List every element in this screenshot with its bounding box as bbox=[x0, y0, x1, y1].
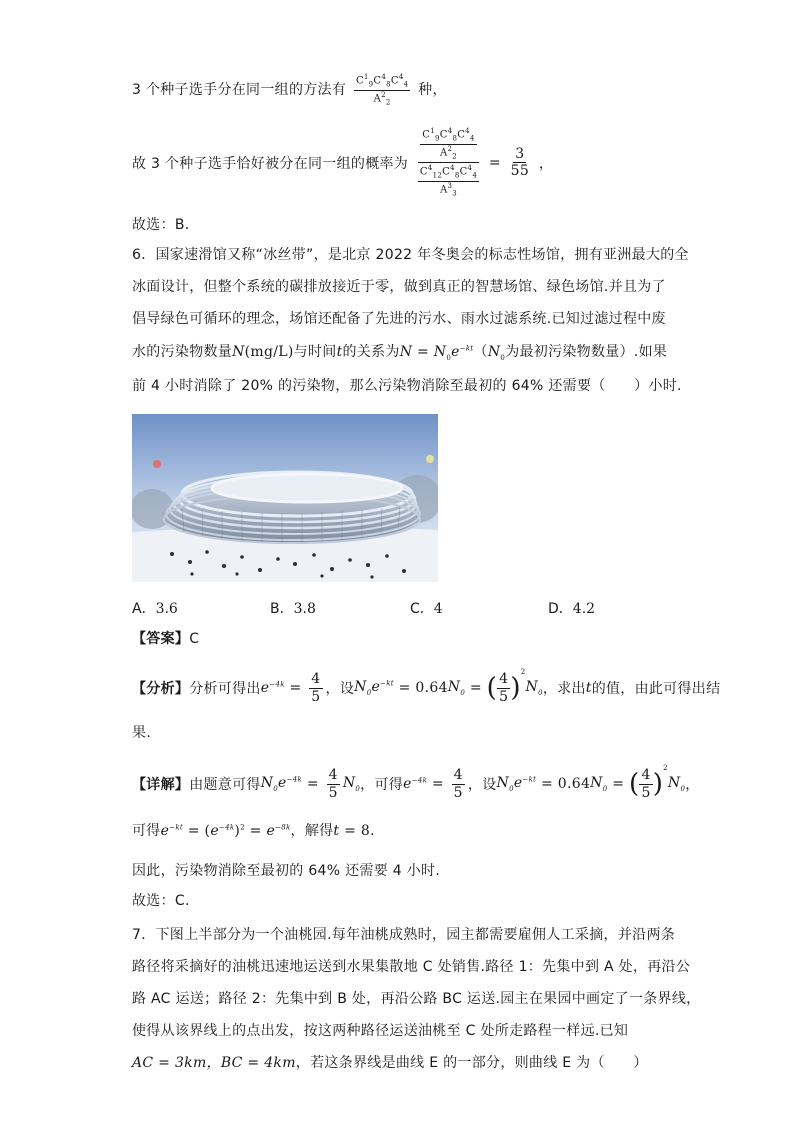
solution-line-3: 故选：B． bbox=[132, 217, 200, 233]
result-fraction: $\frac{3}{55}$ bbox=[510, 145, 530, 180]
option-d[interactable]: D．4.2 bbox=[548, 601, 596, 617]
stadium-photo bbox=[132, 414, 438, 582]
text: 3 个种子选手分在同一组的方法有 bbox=[132, 82, 347, 99]
q6-line-1: 6．国家速滑馆又称“冰丝带”，是北京 2022 年冬奥会的标志性场馆，拥有亚洲最大的全 bbox=[132, 247, 689, 263]
q7-line-3: 路 AC 运送；路径 2：先集中到 B 处，再沿公路 BC 运送.园主在果园中画定了一条界线， bbox=[132, 991, 701, 1007]
detail-line-2: 可得$e^{-kt} = (e^{-4k})^2 = e^{-8k}$，解得t = 8. bbox=[132, 823, 375, 839]
option-a[interactable]: A．3.6 bbox=[132, 601, 178, 617]
analysis-line: 【分析】分析可得出$e^{-4k}$ = $\frac{4}{5}$ ，设$N_0e^{-kt} = 0.64N_0$ = ( $\frac{4}{5}$ )$^2N_0$，求出t的值，由此可得出结 bbox=[132, 668, 721, 705]
detail-line-3: 因此，污染物消除至最初的 64% 还需要 4 小时. bbox=[132, 863, 441, 879]
q7-line-2: 路径将采摘好的油桃迅速地运送到水果集散地 C 处销售.路径 1：先集中到 A 处，再沿公 bbox=[132, 959, 691, 975]
text: ， bbox=[538, 155, 554, 172]
solution-line-1 bbox=[132, 74, 447, 106]
text: 故 3 个种子选手恰好被分在同一组的概率为 bbox=[132, 155, 409, 172]
q6-line-2: 冰面设计，但整个系统的碳排放接近于零，做到真正的智慧场馆、绿色场馆.并且为了 bbox=[132, 279, 666, 295]
q7-line-1: 7．下图上半部分为一个油桃园.每年油桃成熟时，园主都需要雇佣人工采摘，并沿两条 bbox=[132, 927, 676, 943]
answer-line: 【答案】C bbox=[132, 631, 200, 647]
text: 种， bbox=[418, 82, 447, 99]
q7-line-4: 使得从该界线上的点出发，按这两种路径运送油桃至 C 处所走路程一样远.已知 bbox=[132, 1023, 629, 1039]
analysis-line-2: 果. bbox=[132, 725, 152, 741]
q6-line-5: 前 4 小时消除了 20% 的污染物，那么污染物消除至最初的 64% 还需要（ ）小时. bbox=[132, 378, 682, 394]
fraction: $\frac{C^1_9C^4_8C^4_4}{A^2_2}$ bbox=[355, 73, 409, 106]
solution-line-2: 故 3 个种子选手恰好被分在同一组的概率为 $\frac{\frac{C^1_9C^4_8C^4_4}{A^2_2}}{\frac{C^4_{12}C^4_8C^4_4}{A^3_3}}$ = $\frac{3}{55}$ ， bbox=[132, 127, 554, 198]
option-c[interactable]: C．4 bbox=[410, 601, 443, 617]
q6-line-4: 水的污染物数量N(mg/L)与时间t的关系为$N = N_0e^{-kt}(N_0$为最初污染物数量）.如果 bbox=[132, 344, 668, 362]
q6-line-3: 倡导绿色可循环的理念，场馆还配备了先进的污水、雨水过滤系统.已知过滤过程中废 bbox=[132, 311, 666, 327]
detail-line-4: 故选：C. bbox=[132, 893, 190, 909]
option-b[interactable]: B．3.8 bbox=[270, 601, 316, 617]
q7-line-5: AC = 3km，BC = 4km，若这条界线是曲线 E 的一部分，则曲线 E 为（ ） bbox=[132, 1055, 648, 1071]
compound-fraction: $\frac{\frac{C^1_9C^4_8C^4_4}{A^2_2}}{\frac{C^4_{12}C^4_8C^4_4}{A^3_3}}$ bbox=[419, 127, 478, 198]
detail-line-1: 【详解】由题意可得$N_0e^{-4k}$ = $\frac{4}{5}$ $N_0$，可得$e^{-4k}$ = $\frac{4}{5}$ ，设$N_0e^{-kt} = 0.64N_0$ = ( $\frac{4}{5}$ )$^2N_0$， bbox=[132, 764, 700, 801]
